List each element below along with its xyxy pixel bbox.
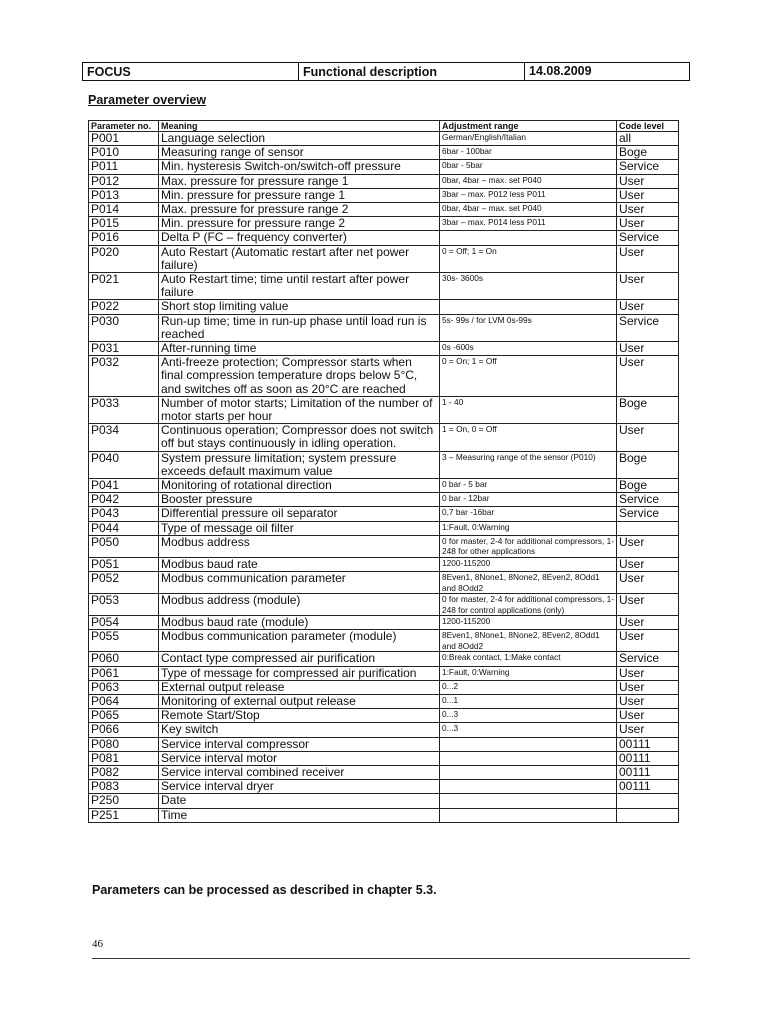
table-row: [89, 396, 679, 423]
param-code-level: 00111: [617, 780, 679, 794]
param-code-level: 00111: [617, 751, 679, 765]
param-adjustment-range: German/English/Italian: [440, 132, 617, 146]
column-header: Code level: [617, 121, 679, 132]
param-adjustment-range: [440, 765, 617, 779]
param-meaning: Service interval combined receiver: [159, 765, 440, 779]
param-number: P052: [89, 572, 159, 594]
param-code-level: Boge: [617, 396, 679, 423]
param-number: P044: [89, 521, 159, 535]
param-adjustment-range: 6bar - 100bar: [440, 146, 617, 160]
param-adjustment-range: 0,7 bar -16bar: [440, 507, 617, 521]
param-meaning: After-running time: [159, 342, 440, 356]
param-meaning: Number of motor starts; Limitation of the number of motor starts per hour: [159, 396, 440, 423]
table-row: [89, 709, 679, 723]
param-code-level: User: [617, 680, 679, 694]
param-adjustment-range: 3 – Measuring range of the sensor (P010): [440, 451, 617, 478]
table-row: [89, 424, 679, 451]
table-row: [89, 794, 679, 808]
param-code-level: User: [617, 666, 679, 680]
param-meaning: Continuous operation; Compressor does not switch off but stays continuously in idling operation.: [159, 424, 440, 451]
param-meaning: Service interval compressor: [159, 737, 440, 751]
param-number: P080: [89, 737, 159, 751]
param-meaning: Booster pressure: [159, 493, 440, 507]
param-code-level: User: [617, 217, 679, 231]
param-adjustment-range: 0 bar - 5 bar: [440, 479, 617, 493]
param-number: P041: [89, 479, 159, 493]
param-number: P016: [89, 231, 159, 245]
param-meaning: Type of message oil filter: [159, 521, 440, 535]
table-row: [89, 521, 679, 535]
param-code-level: Boge: [617, 479, 679, 493]
param-meaning: Min. pressure for pressure range 1: [159, 188, 440, 202]
param-code-level: User: [617, 572, 679, 594]
param-adjustment-range: 1 = On, 0 = Off: [440, 424, 617, 451]
param-number: P012: [89, 174, 159, 188]
param-number: P020: [89, 245, 159, 272]
param-adjustment-range: [440, 751, 617, 765]
table-row: [89, 231, 679, 245]
param-adjustment-range: 0 for master, 2-4 for additional compressors, 1-248 for control applications (only): [440, 594, 617, 616]
param-code-level: User: [617, 616, 679, 630]
param-number: P053: [89, 594, 159, 616]
param-adjustment-range: 0...3: [440, 709, 617, 723]
table-row: [89, 493, 679, 507]
param-code-level: [617, 794, 679, 808]
param-code-level: 00111: [617, 737, 679, 751]
param-code-level: User: [617, 723, 679, 737]
parameter-table: [88, 120, 679, 823]
param-number: P021: [89, 273, 159, 300]
param-number: P043: [89, 507, 159, 521]
table-row: [89, 616, 679, 630]
param-code-level: Service: [617, 493, 679, 507]
param-code-level: User: [617, 300, 679, 314]
table-row: [89, 572, 679, 594]
table-row: [89, 751, 679, 765]
param-meaning: Key switch: [159, 723, 440, 737]
param-code-level: 00111: [617, 765, 679, 779]
param-meaning: Modbus communication parameter (module): [159, 630, 440, 652]
table-row: [89, 666, 679, 680]
param-code-level: Service: [617, 314, 679, 341]
table-row: [89, 273, 679, 300]
param-meaning: Modbus address: [159, 535, 440, 557]
param-meaning: External output release: [159, 680, 440, 694]
param-number: P055: [89, 630, 159, 652]
param-code-level: [617, 808, 679, 822]
table-row: [89, 174, 679, 188]
param-code-level: User: [617, 174, 679, 188]
param-number: P083: [89, 780, 159, 794]
table-row: [89, 342, 679, 356]
param-number: P061: [89, 666, 159, 680]
param-number: P060: [89, 652, 159, 666]
param-adjustment-range: 1200-115200: [440, 616, 617, 630]
param-number: P014: [89, 203, 159, 217]
param-meaning: Auto Restart time; time until restart after power failure: [159, 273, 440, 300]
param-meaning: Short stop limiting value: [159, 300, 440, 314]
param-meaning: Modbus baud rate (module): [159, 616, 440, 630]
param-adjustment-range: 0bar - 5bar: [440, 160, 617, 174]
table-row: [89, 737, 679, 751]
param-code-level: Boge: [617, 146, 679, 160]
param-code-level: User: [617, 557, 679, 571]
param-code-level: Service: [617, 507, 679, 521]
param-number: P082: [89, 765, 159, 779]
param-number: P050: [89, 535, 159, 557]
param-code-level: Boge: [617, 451, 679, 478]
param-adjustment-range: 3bar – max. P012 less P011: [440, 188, 617, 202]
param-meaning: Modbus baud rate: [159, 557, 440, 571]
param-code-level: User: [617, 203, 679, 217]
param-adjustment-range: 30s- 3600s: [440, 273, 617, 300]
param-code-level: User: [617, 535, 679, 557]
param-adjustment-range: 0bar, 4bar – max. set P040: [440, 174, 617, 188]
param-code-level: User: [617, 424, 679, 451]
table-row: [89, 451, 679, 478]
param-code-level: User: [617, 245, 679, 272]
param-adjustment-range: 0 = On; 1 = Off: [440, 356, 617, 397]
param-number: P033: [89, 396, 159, 423]
param-number: P010: [89, 146, 159, 160]
param-number: P063: [89, 680, 159, 694]
param-adjustment-range: 1200-115200: [440, 557, 617, 571]
param-adjustment-range: 0 for master, 2-4 for additional compressors, 1-248 for other applications: [440, 535, 617, 557]
table-row: [89, 780, 679, 794]
param-code-level: [617, 521, 679, 535]
param-adjustment-range: [440, 300, 617, 314]
table-row: [89, 557, 679, 571]
table-row: [89, 808, 679, 822]
param-meaning: Monitoring of rotational direction: [159, 479, 440, 493]
param-adjustment-range: 1 - 40: [440, 396, 617, 423]
param-number: P032: [89, 356, 159, 397]
param-code-level: Service: [617, 231, 679, 245]
bottom-divider: [92, 958, 690, 959]
param-meaning: Modbus address (module): [159, 594, 440, 616]
param-meaning: Time: [159, 808, 440, 822]
param-code-level: User: [617, 694, 679, 708]
param-adjustment-range: 0 bar - 12bar: [440, 493, 617, 507]
param-number: P081: [89, 751, 159, 765]
param-code-level: User: [617, 342, 679, 356]
table-row: [89, 203, 679, 217]
param-number: P042: [89, 493, 159, 507]
param-code-level: User: [617, 594, 679, 616]
param-adjustment-range: 0...2: [440, 680, 617, 694]
param-meaning: Min. hysteresis Switch-on/switch-off pressure: [159, 160, 440, 174]
param-number: P066: [89, 723, 159, 737]
table-row: [89, 479, 679, 493]
param-meaning: Date: [159, 794, 440, 808]
param-number: P030: [89, 314, 159, 341]
param-meaning: Differential pressure oil separator: [159, 507, 440, 521]
table-row: [89, 245, 679, 272]
param-adjustment-range: 5s- 99s / for LVM 0s-99s: [440, 314, 617, 341]
param-meaning: Run-up time; time in run-up phase until load run is reached: [159, 314, 440, 341]
param-code-level: Service: [617, 652, 679, 666]
param-adjustment-range: 0s -600s: [440, 342, 617, 356]
param-adjustment-range: 3bar – max. P014 less P011: [440, 217, 617, 231]
param-number: P034: [89, 424, 159, 451]
table-row: [89, 694, 679, 708]
param-meaning: Max. pressure for pressure range 1: [159, 174, 440, 188]
param-number: P040: [89, 451, 159, 478]
table-row: [89, 630, 679, 652]
param-number: P031: [89, 342, 159, 356]
table-row: [89, 160, 679, 174]
param-adjustment-range: [440, 808, 617, 822]
table-row: [89, 652, 679, 666]
table-row: [89, 723, 679, 737]
param-adjustment-range: [440, 737, 617, 751]
param-meaning: Min. pressure for pressure range 2: [159, 217, 440, 231]
param-meaning: Max. pressure for pressure range 2: [159, 203, 440, 217]
table-row: [89, 300, 679, 314]
param-code-level: User: [617, 630, 679, 652]
table-header-row: [89, 121, 679, 132]
param-adjustment-range: 0 = Off; 1 = On: [440, 245, 617, 272]
table-row: [89, 132, 679, 146]
param-code-level: User: [617, 356, 679, 397]
table-row: [89, 314, 679, 341]
param-number: P064: [89, 694, 159, 708]
param-code-level: User: [617, 709, 679, 723]
page-number: 46: [92, 938, 103, 950]
table-row: [89, 535, 679, 557]
param-adjustment-range: 0...1: [440, 694, 617, 708]
section-title: Parameter overview: [88, 93, 207, 107]
param-meaning: Monitoring of external output release: [159, 694, 440, 708]
table-row: [89, 765, 679, 779]
param-code-level: User: [617, 273, 679, 300]
param-meaning: Anti-freeze protection; Compressor starts when final compression temperature drops below 5°C, and switches off as soon as 20°C are reached: [159, 356, 440, 397]
param-adjustment-range: 8Even1, 8None1, 8None2, 8Even2, 8Odd1 and 8Odd2: [440, 630, 617, 652]
table-row: [89, 217, 679, 231]
param-meaning: Auto Restart (Automatic restart after net power failure): [159, 245, 440, 272]
param-meaning: Service interval dryer: [159, 780, 440, 794]
param-adjustment-range: 0bar, 4bar – max. set P040: [440, 203, 617, 217]
param-adjustment-range: 1:Fault, 0:Warning: [440, 666, 617, 680]
param-number: P011: [89, 160, 159, 174]
column-header: Parameter no.: [89, 121, 159, 132]
table-row: [89, 146, 679, 160]
table-row: [89, 507, 679, 521]
param-number: P054: [89, 616, 159, 630]
param-adjustment-range: [440, 231, 617, 245]
table-body: [89, 132, 679, 823]
param-code-level: User: [617, 188, 679, 202]
param-adjustment-range: 0:Break contact, 1:Make contact: [440, 652, 617, 666]
footer-note: Parameters can be processed as described in chapter 5.3.: [92, 883, 437, 897]
param-number: P065: [89, 709, 159, 723]
param-adjustment-range: [440, 794, 617, 808]
param-meaning: System pressure limitation; system pressure exceeds default maximum value: [159, 451, 440, 478]
param-number: P250: [89, 794, 159, 808]
param-meaning: Remote Start/Stop: [159, 709, 440, 723]
param-code-level: all: [617, 132, 679, 146]
header-product: FOCUS: [83, 63, 299, 80]
param-code-level: Service: [617, 160, 679, 174]
document-header: [82, 62, 690, 81]
param-adjustment-range: 8Even1, 8None1, 8None2, 8Even2, 8Odd1 and 8Odd2: [440, 572, 617, 594]
param-meaning: Modbus communication parameter: [159, 572, 440, 594]
param-adjustment-range: [440, 780, 617, 794]
column-header: Meaning: [159, 121, 440, 132]
param-number: P022: [89, 300, 159, 314]
param-number: P015: [89, 217, 159, 231]
table-row: [89, 188, 679, 202]
header-doc-type: Functional description: [299, 63, 525, 80]
table-row: [89, 680, 679, 694]
param-meaning: Delta P (FC – frequency converter): [159, 231, 440, 245]
param-meaning: Contact type compressed air purification: [159, 652, 440, 666]
column-header: Adjustment range: [440, 121, 617, 132]
table-row: [89, 594, 679, 616]
param-adjustment-range: 0...3: [440, 723, 617, 737]
param-number: P013: [89, 188, 159, 202]
table-row: [89, 356, 679, 397]
param-meaning: Language selection: [159, 132, 440, 146]
param-meaning: Type of message for compressed air purification: [159, 666, 440, 680]
param-number: P051: [89, 557, 159, 571]
param-meaning: Service interval motor: [159, 751, 440, 765]
param-number: P251: [89, 808, 159, 822]
param-adjustment-range: 1:Fault, 0:Warning: [440, 521, 617, 535]
param-number: P001: [89, 132, 159, 146]
param-meaning: Measuring range of sensor: [159, 146, 440, 160]
header-date: 14.08.2009: [529, 64, 592, 78]
